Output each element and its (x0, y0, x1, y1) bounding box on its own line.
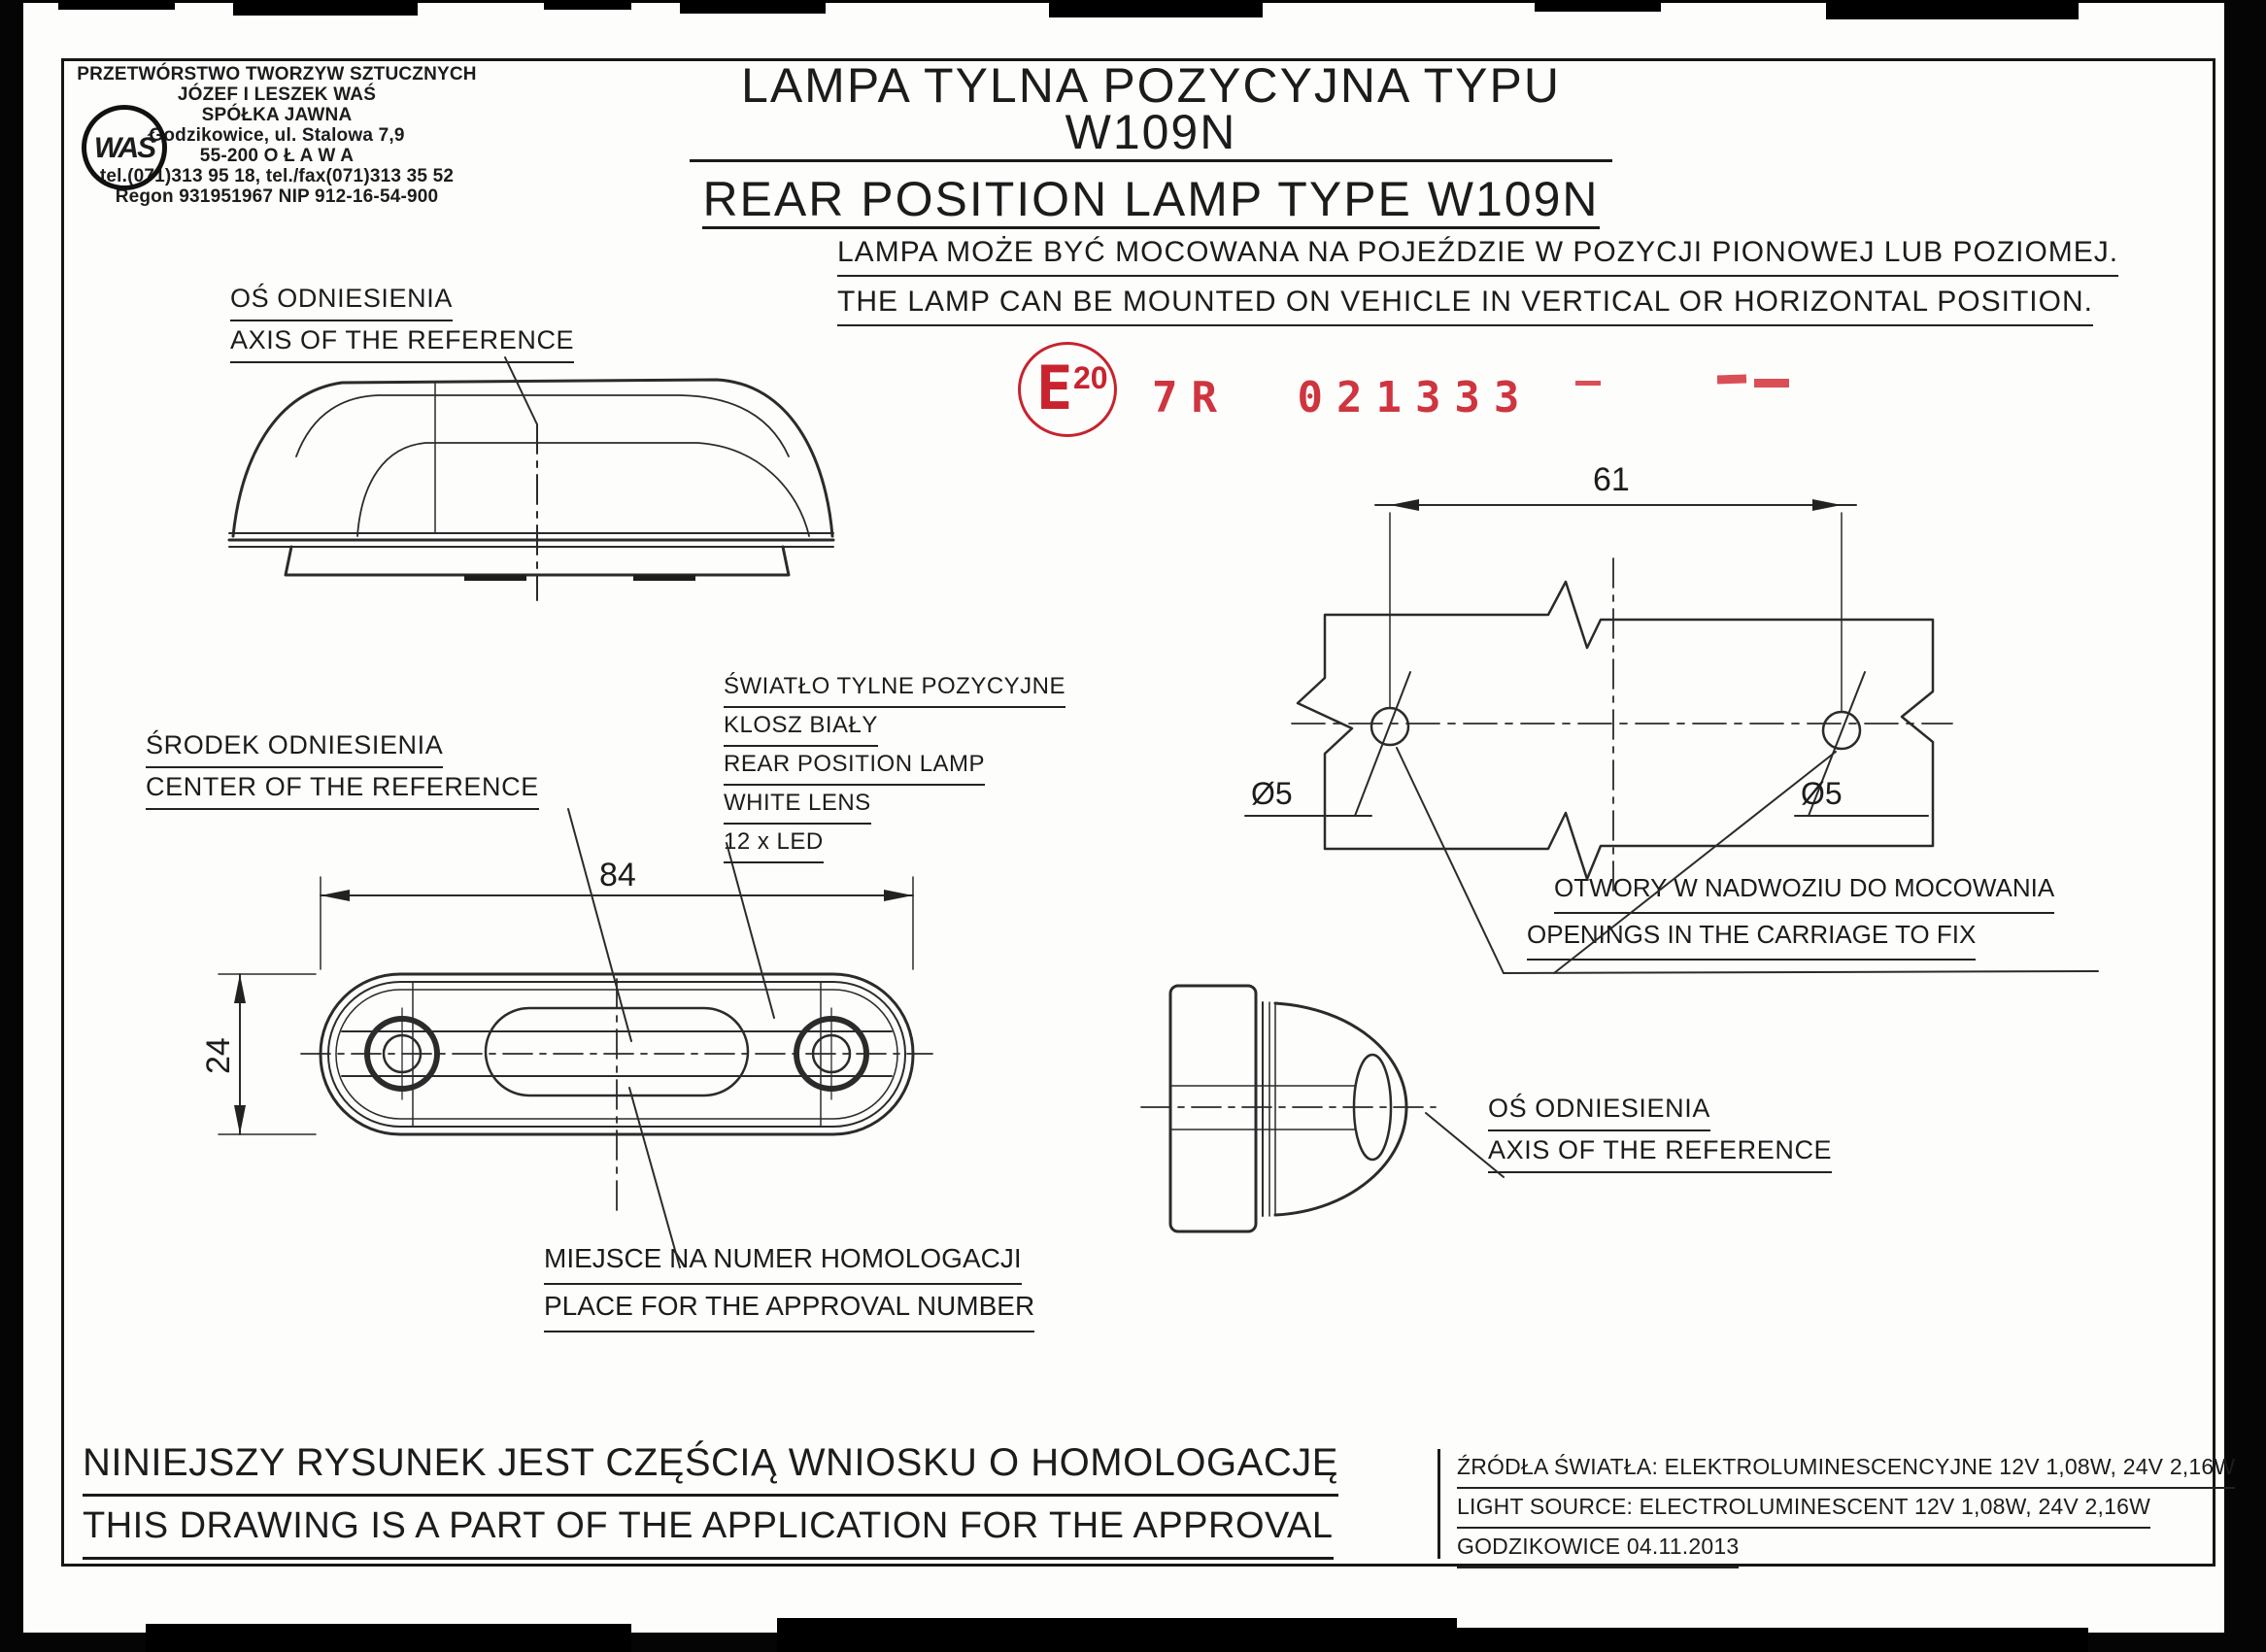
source-en: LIGHT SOURCE: ELECTROLUMINESCENT 12V 1,08W, 24V 2,16W (1457, 1489, 2150, 1529)
leader-axis-side (1426, 1113, 1504, 1177)
dim-hole-left: Ø5 (1251, 776, 1293, 811)
light-line: WHITE LENS (724, 787, 871, 825)
view-top-profile (229, 357, 833, 600)
light-line: REAR POSITION LAMP (724, 748, 985, 786)
company-line: JÓZEF I LESZEK WAŚ (177, 84, 377, 105)
company-line: SPÓŁKA JAWNA (201, 105, 353, 125)
approval-place-pl: MIEJSCE NA NUMER HOMOLOGACJI (544, 1237, 1022, 1285)
dim-hole-right: Ø5 (1801, 776, 1843, 811)
company-line: PRZETWÓRSTWO TWORZYW SZTUCZNYCH (77, 64, 477, 84)
leader-center-reference (568, 809, 631, 1041)
title-en: REAR POSITION LAMP TYPE W109N (702, 176, 1599, 229)
e-mark-number: 20 (1073, 360, 1108, 395)
leader-approval-place (629, 1088, 680, 1267)
note-pl: LAMPA MOŻE BYĆ MOCOWANA NA POJEŹDZIE W POZYCJI PIONOWEJ LUB POZIOMEJ. (837, 233, 2118, 277)
light-line: 12 x LED (724, 826, 824, 863)
note-en: THE LAMP CAN BE MOUNTED ON VEHICLE IN VERTICAL OR HORIZONTAL POSITION. (837, 283, 2093, 326)
company-line: Regon 931951967 NIP 912-16-54-900 (115, 186, 439, 207)
axis-side-pl: OŚ ODNIESIENIA (1488, 1090, 1710, 1131)
axis-top-pl: OŚ ODNIESIENIA (230, 280, 453, 321)
light-line: ŚWIATŁO TYLNE POZYCYJNE (724, 670, 1065, 708)
openings-en: OPENINGS IN THE CARRIAGE TO FIX (1527, 914, 1976, 961)
leader-openings-right (1554, 752, 1836, 973)
view-mounting-plate (1245, 499, 2098, 973)
e-mark-letter: E (1036, 353, 1073, 423)
axis-top-en: AXIS OF THE REFERENCE (230, 321, 574, 363)
approval-place-en: PLACE FOR THE APPROVAL NUMBER (544, 1285, 1034, 1332)
view-end (1141, 986, 1504, 1231)
company-line: Godzikowice, ul. Stalowa 7,9 (149, 125, 405, 146)
company-line: tel.(071)313 95 18, tel./fax(071)313 35 52 (99, 166, 455, 186)
title-pl: LAMPA TYLNA POZYCYJNA TYPU W109N (690, 62, 1612, 162)
leader-openings-left (1397, 748, 1504, 973)
company-logo-text: WAŚ (93, 131, 155, 164)
leader-axis-top (505, 357, 537, 424)
footer-en: THIS DRAWING IS A PART OF THE APPLICATION FOR THE APPROVAL (83, 1499, 1334, 1560)
footer-pl: NINIEJSZY RYSUNEK JEST CZĘŚCIĄ WNIOSKU O HOMOLOGACJĘ (83, 1435, 1338, 1497)
source-pl: ŹRÓDŁA ŚWIATŁA: ELEKTROLUMINESCENCYJNE 12V 1,08W, 24V 2,16W (1457, 1449, 2235, 1489)
axis-side-en: AXIS OF THE REFERENCE (1488, 1131, 1832, 1173)
openings-pl: OTWORY W NADWOZIU DO MOCOWANIA (1554, 867, 2054, 914)
source-place-date: GODZIKOWICE 04.11.2013 (1457, 1529, 1739, 1568)
light-line: KLOSZ BIAŁY (724, 709, 878, 747)
leader-light-spec (727, 843, 774, 1018)
view-front (219, 809, 932, 1267)
approval-code: 7R 021333 (1152, 373, 1534, 422)
dim-hole-spacing: 61 (1593, 461, 1630, 498)
dim-width: 84 (599, 857, 636, 893)
dim-height: 24 (200, 1037, 237, 1074)
center-ref-pl: ŚRODEK ODNIESIENIA (146, 726, 443, 768)
company-line: 55-200 O Ł A W A (199, 146, 355, 166)
center-ref-en: CENTER OF THE REFERENCE (146, 768, 539, 810)
